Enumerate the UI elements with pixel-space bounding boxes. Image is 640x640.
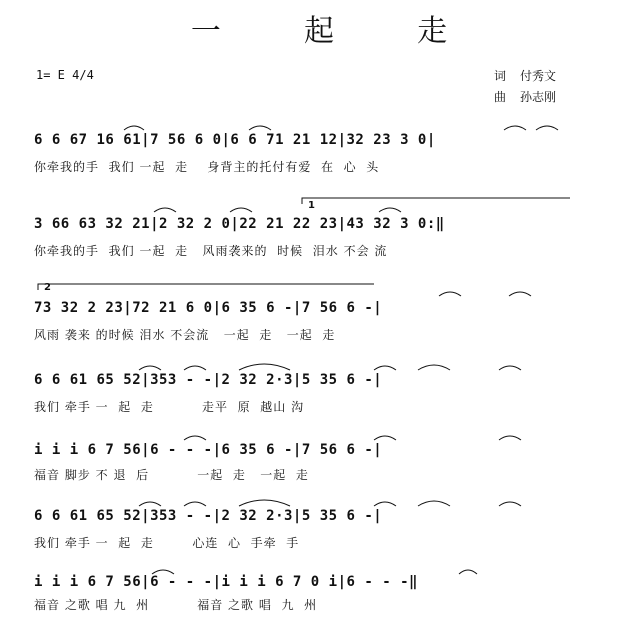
staff-system <box>34 276 574 346</box>
volta-2-number: 2 <box>44 282 51 293</box>
melody-line: 3 66 63 32 21|2 32 2 0|22 21 22 23|43 32 3 0:‖ <box>34 216 445 232</box>
staff-system <box>34 566 574 626</box>
title-char: 走 <box>417 14 450 49</box>
melody-line: i i i 6 7 56|6 - - -|i i i 6 7 0 i|6 - - -‖ <box>34 574 418 590</box>
melody-line: i i i 6 7 56|6 - - -|6 35 6 -|7 56 6 -| <box>34 442 383 458</box>
melody-line: 6 6 67 16 61|7 56 6 0|6 6 71 21 12|32 23 3 0| <box>34 132 436 148</box>
lyrics-line: 福音 之歌 唱 九 州 福音 之歌 唱 九 州 <box>34 598 318 612</box>
composer-line <box>494 87 556 108</box>
lyricist-name: 付秀文 <box>520 69 557 83</box>
staff-system <box>34 498 574 558</box>
melody-line: 6 6 61 65 52|353 - -|2 32 2·3|5 35 6 -| <box>34 508 383 524</box>
staff-system <box>34 124 574 184</box>
staff-system <box>34 196 574 258</box>
lyricist-line <box>494 66 556 87</box>
volta-1-number: 1 <box>308 200 315 211</box>
page-title <box>0 6 640 50</box>
staff-system <box>34 362 574 422</box>
credits <box>494 66 556 108</box>
title-char: 一 <box>190 14 223 49</box>
lyricist-label: 词 <box>494 69 507 83</box>
melody-line: 6 6 61 65 52|353 - -|2 32 2·3|5 35 6 -| <box>34 372 383 388</box>
lyrics-line: 我们 牵手 一 起 走 心连 心 手牵 手 <box>34 536 300 550</box>
lyrics-line: 你牵我的手 我们 一起 走 身背主的托付有爱 在 心 头 <box>34 160 380 174</box>
melody-line: 73 32 2 23|72 21 6 0|6 35 6 -|7 56 6 -| <box>34 300 383 316</box>
lyrics-line: 你牵我的手 我们 一起 走 风雨袭来的 时候 泪水 不会 流 <box>34 244 388 258</box>
title-char: 起 <box>304 14 336 49</box>
lyrics-line: 福音 脚步 不 退 后 一起 走 一起 走 <box>34 468 309 482</box>
staff-system <box>34 428 574 488</box>
lyrics-line: 我们 牵手 一 起 走 走平 原 越山 沟 <box>34 400 305 414</box>
key-signature: 1= E 4/4 <box>36 68 94 82</box>
composer-name: 孙志刚 <box>520 90 557 104</box>
lyrics-line: 风雨 袭来 的时候 泪水 不会流 一起 走 一起 走 <box>34 328 336 342</box>
composer-label: 曲 <box>494 90 507 104</box>
